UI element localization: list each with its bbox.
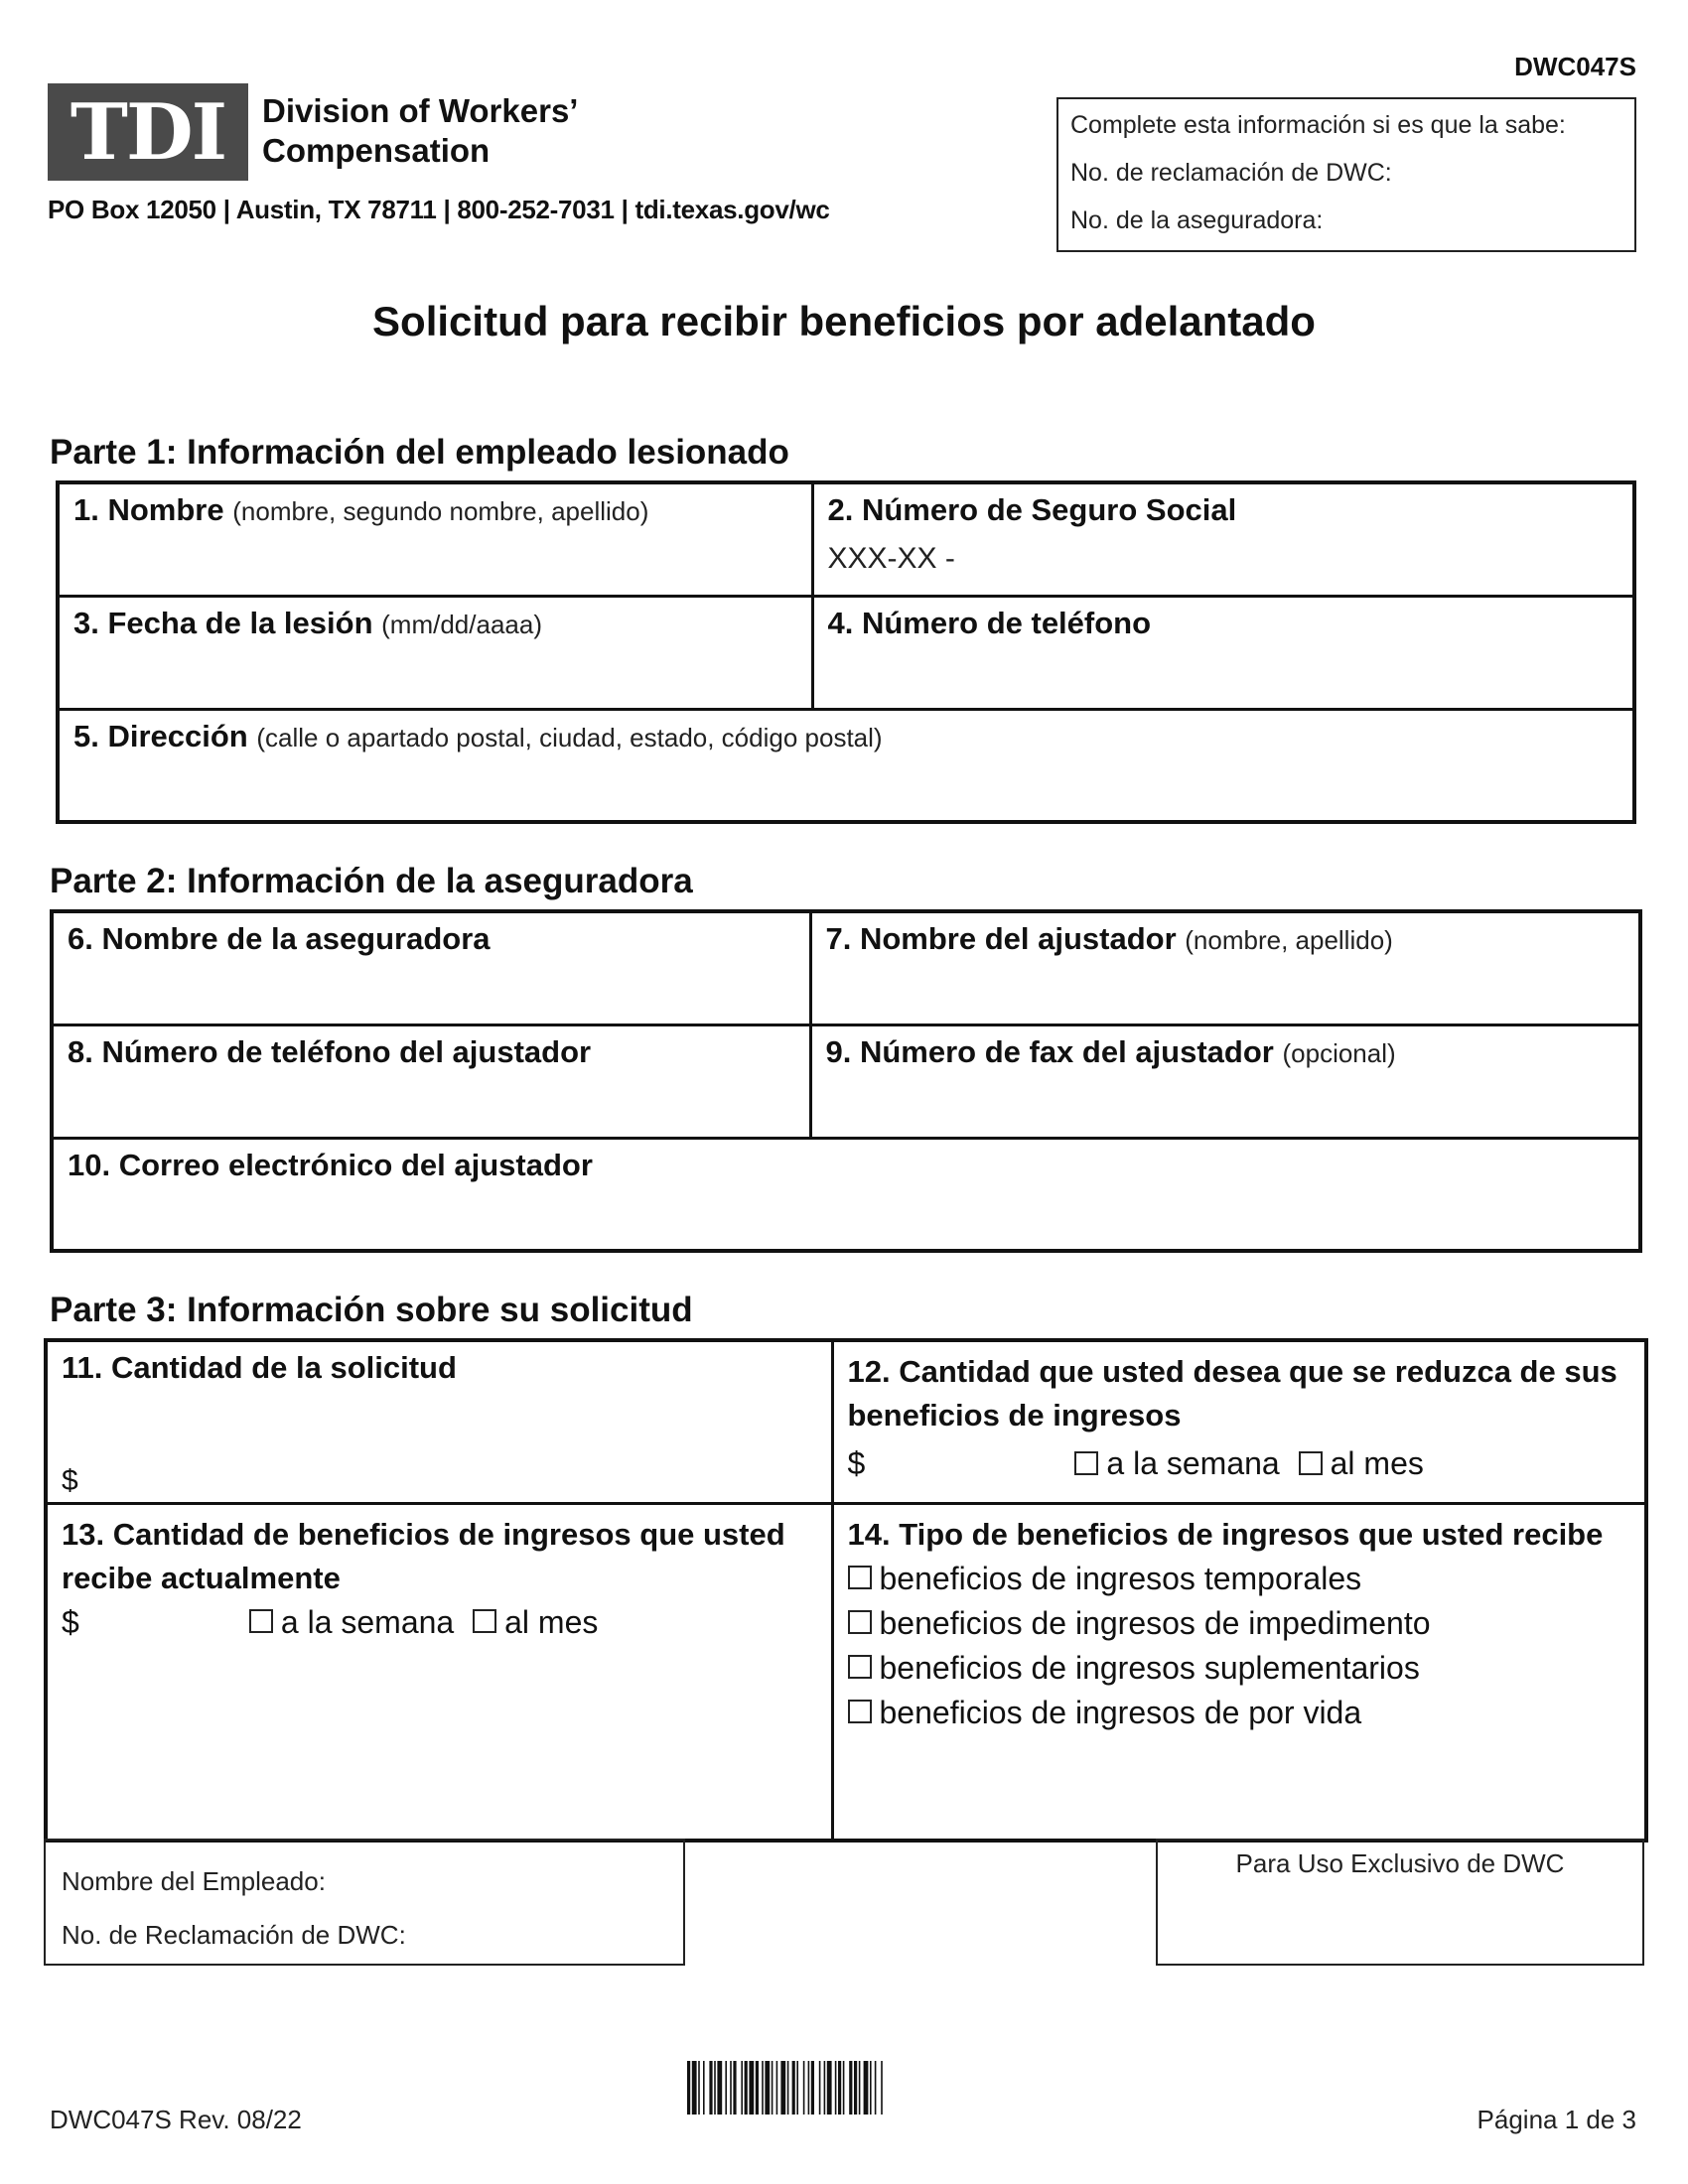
barcode-bar xyxy=(745,2061,748,2115)
current-per-month-checkbox[interactable] xyxy=(473,1609,496,1633)
dwc-use-only-box xyxy=(1156,1839,1644,1966)
field-adjuster-phone[interactable] xyxy=(52,1024,810,1138)
employee-footer-box xyxy=(44,1839,685,1966)
field-reduction-amount[interactable] xyxy=(832,1340,1646,1503)
barcode-bar xyxy=(808,2061,810,2115)
field-ssn-label: 2. Número de Seguro Social xyxy=(827,492,1237,527)
field-adjuster-name-label: 7. Nombre del ajustador xyxy=(825,921,1177,956)
field-injury-date[interactable] xyxy=(58,596,812,709)
form-code: DWC047S xyxy=(1514,52,1636,81)
field-name[interactable] xyxy=(58,482,812,596)
dwc-use-only-label: Para Uso Exclusivo de DWC xyxy=(1235,1848,1565,1878)
field-current-benefits[interactable] xyxy=(46,1503,832,1841)
reduction-per-week-checkbox[interactable] xyxy=(1074,1451,1098,1475)
field-insurer-name[interactable] xyxy=(52,911,810,1024)
benefit-type-option[interactable] xyxy=(848,1601,1631,1646)
field-benefit-type xyxy=(832,1503,1646,1841)
part3-heading: Parte 3: Información sobre su solicitud xyxy=(50,1291,693,1329)
field-benefit-type-label: 14. Tipo de beneficios de ingresos que usted recibe xyxy=(847,1516,1604,1552)
barcode-bar xyxy=(824,2061,826,2115)
barcode-bar xyxy=(811,2061,814,2115)
field-name-label: 1. Nombre xyxy=(73,492,224,527)
barcode-bar xyxy=(827,2061,832,2115)
barcode-bar xyxy=(838,2061,841,2115)
benefit-type-option[interactable] xyxy=(848,1557,1631,1601)
footer-employee-name-field[interactable]: Nombre del Empleado: xyxy=(62,1866,326,1896)
barcode-image xyxy=(685,2061,1043,2115)
barcode-bar xyxy=(733,2061,736,2115)
barcode-bar xyxy=(849,2061,852,2115)
barcode-bar xyxy=(717,2061,722,2115)
field-address-label: 5. Dirección xyxy=(73,718,248,753)
field-adjuster-fax-note: (opcional) xyxy=(1282,1037,1396,1068)
benefit-type-impairment-label: beneficios de ingresos de impedimento xyxy=(879,1604,1431,1641)
field-adjuster-name[interactable] xyxy=(810,911,1640,1024)
barcode-bar xyxy=(772,2061,774,2115)
field-ssn-value: XXX-XX - xyxy=(827,542,955,575)
field-adjuster-name-note: (nombre, apellido) xyxy=(1185,925,1393,955)
benefit-type-lifetime-label: beneficios de ingresos de por vida xyxy=(879,1694,1362,1730)
field-injury-date-label: 3. Fecha de la lesión xyxy=(73,605,373,640)
part3-table xyxy=(44,1338,1648,1843)
org-name: Division of Workers’ Compensation xyxy=(262,92,577,169)
field-request-amount-currency: $ xyxy=(62,1463,78,1497)
field-address[interactable] xyxy=(58,709,1634,822)
barcode-bar xyxy=(709,2061,712,2115)
reduction-per-month-label: al mes xyxy=(1330,1445,1424,1481)
benefit-type-checkbox[interactable] xyxy=(848,1700,872,1723)
barcode-bar xyxy=(854,2061,857,2115)
barcode-bar xyxy=(741,2061,743,2115)
page-title: Solicitud para recibir beneficios por adelantado xyxy=(372,298,1316,344)
current-per-month-label: al mes xyxy=(504,1603,599,1640)
field-ssn[interactable] xyxy=(812,482,1634,596)
benefit-type-option[interactable] xyxy=(848,1646,1631,1691)
field-reduction-amount-label: 12. Cantidad que usted desea que se reduzca de sus beneficios de ingresos xyxy=(847,1354,1618,1433)
barcode-bar xyxy=(692,2061,697,2115)
part1-heading: Parte 1: Información del empleado lesionado xyxy=(50,433,789,472)
barcode-bar xyxy=(698,2061,700,2115)
field-adjuster-fax[interactable] xyxy=(810,1024,1640,1138)
barcode-bar xyxy=(762,2061,764,2115)
field-adjuster-fax-label: 9. Número de fax del ajustador xyxy=(825,1033,1274,1069)
barcode-bar xyxy=(730,2061,732,2115)
barcode-bar xyxy=(843,2061,845,2115)
barcode-bar xyxy=(792,2061,795,2115)
field-adjuster-phone-label: 8. Número de teléfono del ajustador xyxy=(68,1033,592,1069)
tdi-logo: TDI xyxy=(48,83,248,181)
part2-heading: Parte 2: Información de la aseguradora xyxy=(50,862,693,900)
benefit-type-checkbox[interactable] xyxy=(848,1610,872,1634)
field-phone[interactable] xyxy=(812,596,1634,709)
field-address-note: (calle o apartado postal, ciudad, estado, código postal) xyxy=(256,722,883,752)
field-request-amount[interactable] xyxy=(46,1340,832,1503)
field-injury-date-note: (mm/dd/aaaa) xyxy=(381,609,542,639)
part2-table xyxy=(50,909,1642,1253)
barcode-bar xyxy=(803,2061,805,2115)
barcode-bar xyxy=(796,2061,798,2115)
barcode-bar xyxy=(835,2061,837,2115)
field-reduction-currency: $ xyxy=(847,1445,866,1481)
barcode-bar xyxy=(687,2061,690,2115)
field-request-amount-label: 11. Cantidad de la solicitud xyxy=(62,1350,457,1385)
barcode-bar xyxy=(725,2061,727,2115)
page-number: Página 1 de 3 xyxy=(1477,2105,1636,2134)
field-current-benefits-currency: $ xyxy=(62,1603,79,1640)
barcode-bar xyxy=(765,2061,770,2115)
barcode-bar xyxy=(749,2061,754,2115)
reduction-per-week-label: a la semana xyxy=(1106,1445,1280,1481)
benefit-type-supplemental-label: beneficios de ingresos suplementarios xyxy=(879,1649,1420,1686)
barcode-bar xyxy=(714,2061,716,2115)
org-address: PO Box 12050 | Austin, TX 78711 | 800-252-7031 | tdi.texas.gov/wc xyxy=(48,195,830,224)
dwc-claim-number-field[interactable]: No. de reclamación de DWC: xyxy=(1070,159,1392,187)
current-per-week-checkbox[interactable] xyxy=(249,1609,273,1633)
insurer-number-field[interactable]: No. de la aseguradora: xyxy=(1070,206,1324,234)
barcode-bar xyxy=(756,2061,759,2115)
barcode-bar xyxy=(780,2061,785,2115)
barcode-bar xyxy=(870,2061,872,2115)
benefit-type-temporary-label: beneficios de ingresos temporales xyxy=(879,1560,1362,1596)
barcode-bar xyxy=(881,2061,883,2115)
benefit-type-checkbox[interactable] xyxy=(848,1655,872,1679)
benefit-type-option[interactable] xyxy=(848,1691,1631,1735)
part1-table xyxy=(56,480,1636,824)
field-adjuster-email[interactable] xyxy=(52,1138,1640,1251)
current-per-week-label: a la semana xyxy=(280,1603,455,1640)
info-box-intro: Complete esta información si es que la sabe: xyxy=(1070,111,1566,139)
reduction-per-month-checkbox[interactable] xyxy=(1299,1451,1323,1475)
footer-claim-number-field[interactable]: No. de Reclamación de DWC: xyxy=(62,1920,406,1950)
form-revision: DWC047S Rev. 08/22 xyxy=(50,2105,302,2134)
barcode-bar xyxy=(864,2061,869,2115)
barcode-bar xyxy=(703,2061,705,2115)
barcode-bar xyxy=(819,2061,821,2115)
field-name-note: (nombre, segundo nombre, apellido) xyxy=(232,496,649,526)
barcode-bar xyxy=(859,2061,861,2115)
barcode-bar xyxy=(787,2061,789,2115)
field-phone-label: 4. Número de teléfono xyxy=(827,605,1152,640)
field-adjuster-email-label: 10. Correo electrónico del ajustador xyxy=(68,1147,593,1182)
field-current-benefits-label: 13. Cantidad de beneficios de ingresos que usted recibe actualmente xyxy=(62,1516,785,1595)
barcode-bar xyxy=(776,2061,778,2115)
field-insurer-name-label: 6. Nombre de la aseguradora xyxy=(68,921,491,956)
claim-info-box xyxy=(1056,97,1636,252)
barcode-bar xyxy=(875,2061,877,2115)
benefit-type-checkbox[interactable] xyxy=(848,1566,872,1589)
